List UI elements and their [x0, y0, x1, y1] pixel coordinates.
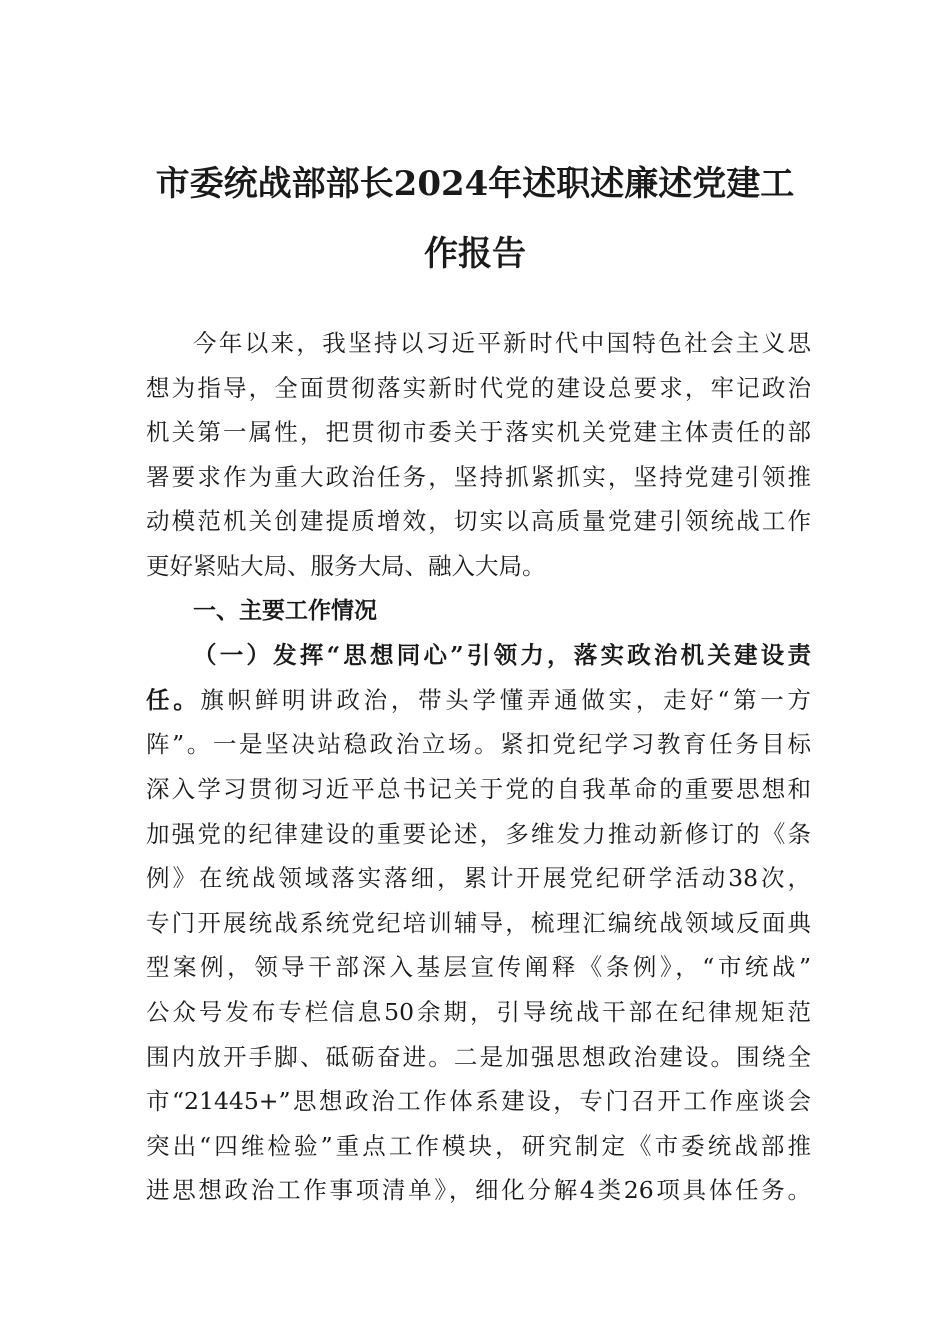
body-line: 市“21445+”思想政治工作体系建设，专门召开工作座谈会	[146, 1087, 811, 1116]
intro-line: 今年以来，我坚持以习近平新时代中国特色社会主义思	[193, 329, 811, 357]
subsection-heading: （一）发挥“思想同心”引领力，落实政治机关建设责	[193, 641, 811, 670]
intro-line: 机关第一属性，把贯彻市委关于落实机关党建主体责任的部	[146, 418, 811, 447]
body-line: 例》在统战领域落实落细，累计开展党纪研学活动38次，	[146, 864, 811, 893]
body-line: 专门开展统战系统党纪培训辅导，梳理汇编统战领域反面典	[146, 908, 811, 937]
body-line	[146, 678, 811, 723]
section-heading: 一、主要工作情况	[193, 597, 377, 624]
intro-line: 署要求作为重大政治任务，坚持抓紧抓实，坚持党建引领推	[146, 462, 811, 491]
body-line-text: 旗帜鲜明讲政治，带头学懂弄通做实，走好“第一方	[200, 685, 812, 714]
body-line: 进思想政治工作事项清单》，细化分解4类26项具体任务。	[146, 1176, 811, 1205]
body-line: 围内放开手脚、砥砺奋进。二是加强思想政治建设。围绕全	[146, 1042, 811, 1071]
document-title-line-2: 作报告	[424, 234, 526, 274]
intro-line: 更好紧贴大局、服务大局、融入大局。	[146, 551, 546, 580]
body-line: 加强党的纪律建设的重要论述，多维发力推动新修订的《条	[146, 819, 811, 848]
document-title-line-1: 市委统战部部长2024年述职述廉述党建工	[155, 164, 795, 204]
intro-line: 想为指导，全面贯彻落实新时代党的建设总要求，牢记政治	[146, 373, 811, 402]
subsection-heading-end: 任。	[146, 685, 201, 714]
intro-line: 动模范机关创建提质增效，切实以高质量党建引领统战工作	[146, 507, 811, 536]
body-line: 型案例，领导干部深入基层宣传阐释《条例》，“市统战”	[146, 953, 811, 982]
body-line: 公众号发布专栏信息50余期，引导统战干部在纪律规矩范	[146, 997, 811, 1026]
body-line: 阵”。一是坚决站稳政治立场。紧扣党纪学习教育任务目标	[146, 730, 811, 759]
document-body	[146, 321, 811, 1213]
body-line: 突出“四维检验”重点工作模块，研究制定《市委统战部推	[146, 1131, 811, 1160]
body-line: 深入学习贯彻习近平总书记关于党的自我革命的重要思想和	[146, 774, 811, 803]
